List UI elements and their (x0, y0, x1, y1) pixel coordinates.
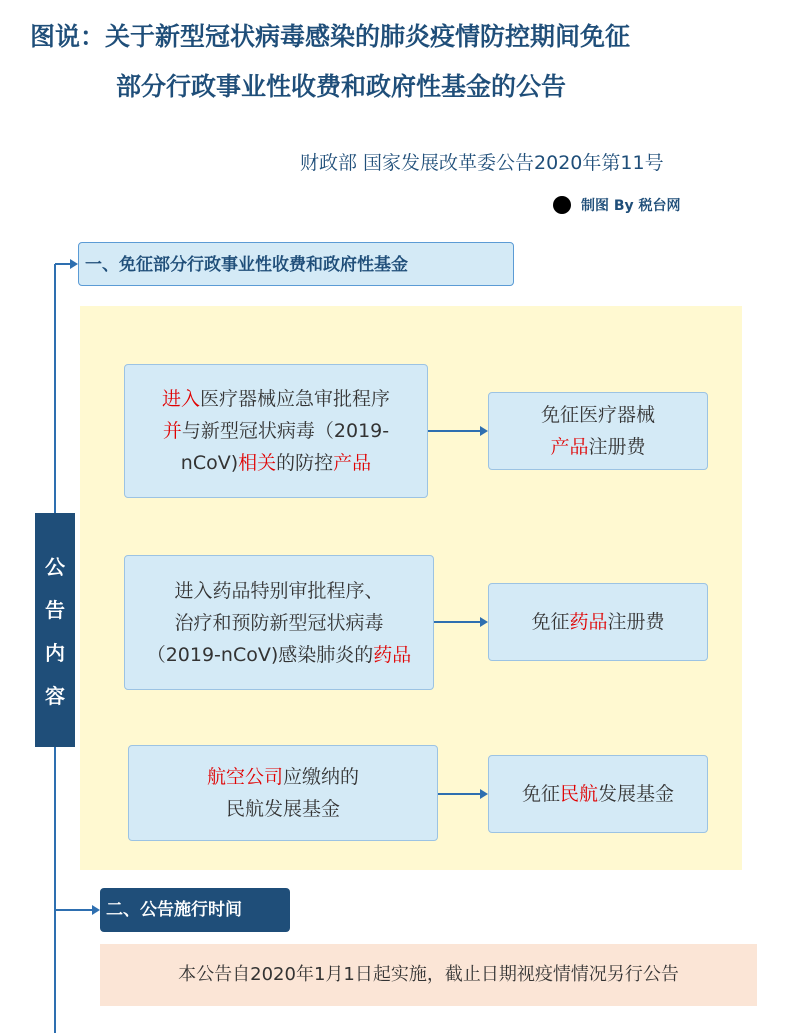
result-box-medical-device-fee (488, 392, 708, 470)
row1-arrow-line (428, 430, 480, 432)
text-segment: 注册费 (588, 436, 646, 458)
page-title-line-1: 图说：关于新型冠状病毒感染的肺炎疫情防控期间免征 (30, 22, 631, 51)
box-text (522, 778, 674, 810)
text-segment: 治疗和预防新型冠状病毒 (174, 611, 384, 634)
box-text-line (522, 778, 674, 810)
text-segment: 免征 (521, 783, 560, 805)
section2-header: 二、公告施行时间 (100, 888, 290, 932)
box-text-line (541, 399, 655, 431)
box-text (531, 606, 664, 638)
credit (553, 195, 681, 215)
highlighted-text: 产品 (333, 452, 372, 474)
text-segment: 注册费 (607, 611, 665, 633)
row3-arrow-icon (480, 789, 488, 799)
box-text-line (162, 447, 390, 479)
condition-box-airlines (128, 745, 438, 841)
highlighted-text: 产品 (550, 436, 589, 458)
box-text-line (147, 575, 412, 607)
highlighted-text: 进入 (161, 388, 200, 410)
box-text (541, 399, 655, 463)
highlighted-text: 并 (162, 420, 182, 442)
row3-arrow-line (438, 793, 480, 795)
box-text-line (541, 431, 655, 463)
side-label-char: 公 (45, 555, 65, 579)
section2-body: 本公告自2020年1月1日起实施，截止日期视疫情情况另行公告 (100, 944, 757, 1006)
page-title-line-2: 部分行政事业性收费和政府性基金的公告 (116, 72, 567, 101)
highlighted-text: 相关 (238, 452, 277, 474)
result-box-drug-fee (488, 583, 708, 661)
highlighted-text: 药品 (569, 611, 608, 633)
text-segment: 进入药品特别审批程序、 (174, 579, 384, 602)
side-label-char: 容 (45, 684, 65, 708)
box-text-line (207, 793, 359, 825)
box-text-line (162, 415, 390, 447)
box-text (162, 383, 390, 479)
announcement-number: 财政部 国家发展改革委公告2020年第11号 (300, 152, 664, 174)
row1-arrow-icon (480, 426, 488, 436)
row2-arrow-line (434, 621, 480, 623)
text-segment: 与新型冠状病毒（2019- (181, 420, 390, 442)
row2-arrow-icon (480, 617, 488, 627)
side-label-char: 内 (45, 641, 65, 665)
text-segment: nCoV) (180, 452, 239, 474)
section1-header: 一、免征部分行政事业性收费和政府性基金 (78, 242, 514, 286)
text-segment: 民航发展基金 (225, 798, 340, 820)
side-label (35, 513, 75, 747)
highlighted-text: 药品 (373, 643, 412, 666)
condition-box-drugs (124, 555, 434, 690)
box-text-line (531, 606, 664, 638)
box-text-line (162, 383, 390, 415)
highlighted-text: 航空公司 (206, 766, 283, 788)
text-segment: （2019-nCoV)感染肺炎的 (146, 643, 374, 666)
result-box-aviation-fund (488, 755, 708, 833)
side-label-char: 告 (45, 598, 65, 622)
connector-section1 (55, 263, 71, 265)
highlighted-text: 民航 (559, 783, 598, 805)
text-segment: 应缴纳的 (283, 766, 360, 788)
box-text-line (147, 607, 412, 639)
arrow-section2-icon (92, 905, 100, 915)
text-segment: 医疗器械应急审批程序 (200, 388, 391, 410)
box-text (207, 761, 359, 825)
condition-box-medical-devices (124, 364, 428, 498)
connector-section2 (55, 909, 92, 911)
text-segment: 免征 (531, 611, 570, 633)
box-text (147, 575, 412, 671)
box-text-line (207, 761, 359, 793)
text-segment: 免征医疗器械 (540, 404, 655, 426)
credit-text: 制图 By 税台网 (581, 198, 681, 214)
text-segment: 发展基金 (598, 783, 675, 805)
text-segment: 的防控 (276, 452, 334, 474)
box-text-line (147, 639, 412, 671)
arrow-section1-icon (70, 259, 78, 269)
bullet-dot-icon (553, 196, 571, 214)
